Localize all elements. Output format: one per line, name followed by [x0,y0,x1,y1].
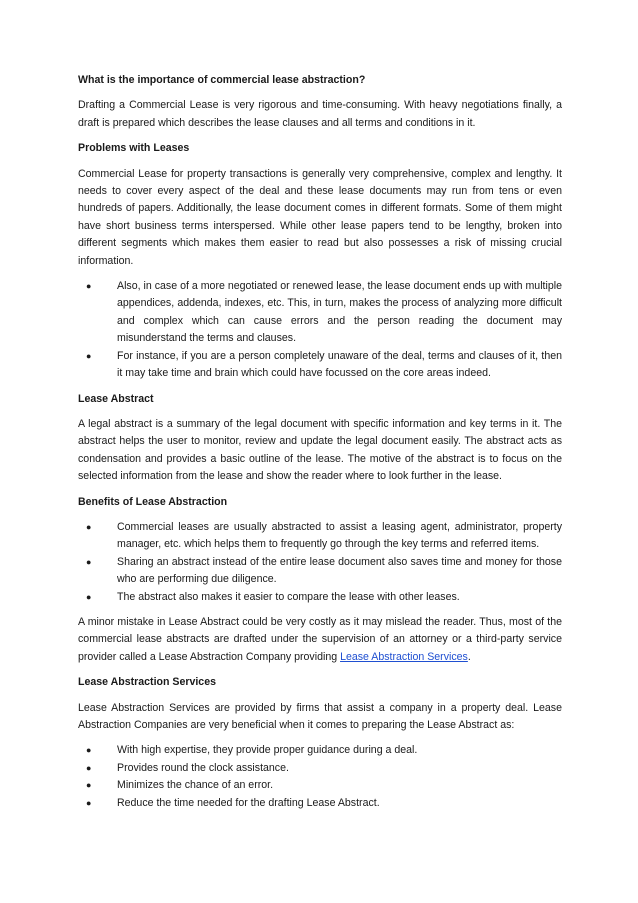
mistake-text-end: . [467,650,471,663]
importance-paragraph: Drafting a Commercial Lease is very rigorous and time-consuming. With heavy negotiations finally, a draft is prepared which describes the lease clauses and all terms and conditions in it. [78,99,562,129]
bullet-icon: ● [86,762,92,773]
lease-abstract-heading: Lease Abstract [78,392,154,405]
benefits-list [78,519,562,606]
list-item [78,760,562,777]
list-item-text: Also, in case of a more negotiated or renewed lease, the lease document ends up with multiple appendices, addenda, indexes, etc. This, in turn, makes the process of analyzing more difficult and complex which can cause errors and the person reading the document may misunderstand the terms and clauses. [117,280,562,345]
bullet-icon: ● [86,591,92,602]
problems-heading: Problems with Leases [78,142,190,155]
bullet-icon: ● [86,797,92,808]
document-page [78,72,562,820]
list-item-text: The abstract also makes it easier to compare the lease with other leases. [117,590,460,603]
list-item-text: Sharing an abstract instead of the entire lease document also saves time and money for those who are performing due diligence. [117,555,562,586]
list-item [78,519,562,554]
bullet-icon: ● [86,521,92,532]
list-item [78,795,562,812]
lease-abstraction-services-link[interactable]: Lease Abstraction Services [340,650,468,663]
services-paragraph: Lease Abstraction Services are provided by firms that assist a company in a property deal. Lease Abstraction Companies are very beneficial when it comes to preparing the Lease Abstract as: [78,701,562,731]
list-item [78,278,562,348]
lease-abstract-paragraph: A legal abstract is a summary of the legal document with specific information and key terms in it. The abstract helps the user to monitor, review and update the legal document easily. The abstract acts as condensation and provides a basic outline of the lease. The motive of the abstract is to focus on the selected information from the lease and show the reader where to look further in the lease. [78,417,562,483]
problems-list [78,278,562,382]
services-heading: Lease Abstraction Services [78,676,216,689]
bullet-icon: ● [86,745,92,756]
list-item-text: Minimizes the chance of an error. [117,779,274,792]
list-item-text: Reduce the time needed for the drafting Lease Abstract. [117,796,380,809]
importance-heading: What is the importance of commercial lease abstraction? [78,74,366,86]
list-item [78,554,562,589]
list-item-text: With high expertise, they provide proper guidance during a deal. [117,744,418,757]
list-item-text: Provides round the clock assistance. [117,761,289,774]
list-item [78,348,562,383]
list-item [78,777,562,794]
mistake-paragraph [78,614,562,666]
bullet-icon: ● [86,780,92,791]
list-item [78,742,562,759]
bullet-icon: ● [86,556,92,567]
problems-paragraph: Commercial Lease for property transactions is generally very comprehensive, complex and lengthy. It needs to cover every aspect of the deal and these lease documents may run from tens or even hundreds of papers. Additionally, the lease document comes in different formats. Some of them might have short business terms interspersed. While other lease papers tend to be lengthy, broken into different segments which makes them easier to read but also possesses a risk of missing crucial information. [78,167,562,267]
bullet-icon: ● [86,350,92,361]
list-item [78,589,562,606]
list-item-text: For instance, if you are a person completely unaware of the deal, terms and clauses of it, then it may take time and brain which could have focussed on the core areas indeed. [117,349,562,380]
mistake-text: A minor mistake in Lease Abstract could be very costly as it may mislead the reader. Thus, most of the commercial lease abstracts are drafted under the supervision of an attorney or a third-party service provider called a Lease Abstraction Company providing [78,615,562,663]
services-list [78,742,562,812]
bullet-icon: ● [86,281,92,292]
list-item-text: Commercial leases are usually abstracted to assist a leasing agent, administrator, property manager, etc. which helps them to frequently go through the key terms and referred items. [117,520,562,551]
benefits-heading: Benefits of Lease Abstraction [78,495,228,508]
